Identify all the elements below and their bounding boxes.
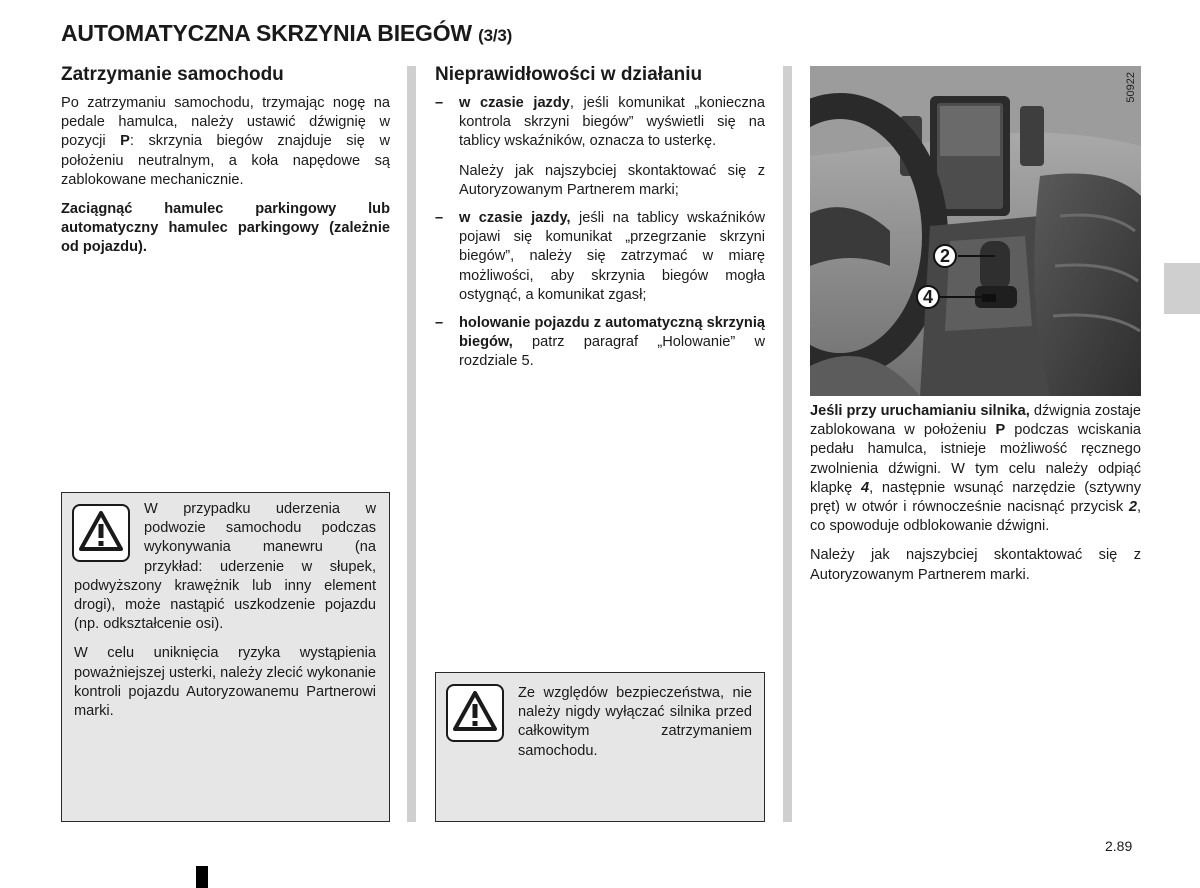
page-title: AUTOMATYCZNA SKRZYNIA BIEGÓW (3/3) xyxy=(61,20,513,46)
list-item: – holowanie pojazdu z automatyczną skrzynią biegów, patrz paragraf „Holowanie” w rozdziale 5. xyxy=(435,315,765,370)
warning-engine-off-text: Ze względów bezpieczeństwa, nie należy nigdy wyłączać silnika przed całkowitym zatrzymaniem samochodu. xyxy=(518,685,752,759)
page-number: 2.89 xyxy=(1105,838,1133,854)
page-title-suffix: (3/3) xyxy=(478,26,513,45)
column-divider-right xyxy=(783,66,792,822)
middle-column-text xyxy=(435,94,765,381)
warning-underbody-advice: W celu uniknięcia ryzyka wystąpienia poważniejszej usterki, należy zlecić wykonanie kontroli pojazdu Autoryzowanemu Partnerowi marki. xyxy=(74,645,376,720)
parking-brake-instruction: Zaciągnąć hamulec parkingowy lub automatyczny hamulec parkingowy (zależnie od pojazdu). xyxy=(61,201,390,256)
left-column-text xyxy=(61,94,390,268)
warning-box-engine-off xyxy=(435,672,765,822)
warning-underbody-text: W przypadku uderzenia w podwozie samochodu podczas wykonywania manewru (na przykład: uderzenie w słupek, podwyższony krawężnik lub inny element drogi), może nastąpić uszkodzenie pojazdu (np. odkształcenie osi). xyxy=(74,501,376,633)
gear-lever-illustration xyxy=(810,66,1141,396)
list-item: – w czasie jazdy, jeśli komunikat „konieczna kontrola skrzyni biegów” wyświetli się na tablicy wskaźników, oznacza to usterkę. Należy jak najszybciej skontaktować się z Autoryzowanym Partnerem marki; xyxy=(435,95,765,198)
section-heading-stopping: Zatrzymanie samochodu xyxy=(61,64,284,85)
column-divider-left xyxy=(407,66,416,822)
photo-reference-number: 50922 xyxy=(1125,72,1137,103)
warning-triangle-icon xyxy=(446,684,504,742)
callout-4: 4 xyxy=(916,285,940,309)
list-item: – w czasie jazdy, jeśli na tablicy wskaźników pojawi się komunikat „przegrzanie skrzyni biegów”, należy się zatrzymać w miarę możliwości, aby skrzynia biegów mogła ostygnąć, a komunikat zgasł; xyxy=(435,210,765,303)
stopping-paragraph: Po zatrzymaniu samochodu, trzymając nogę na pedale hamulca, należy ustawić dźwignię w pozycji P: skrzynia biegów znajduje się w położeniu neutralnym, a koła napędowe są zablokowane mechanicznie. xyxy=(61,95,390,188)
warning-box-underbody xyxy=(61,492,390,822)
section-heading-malfunctions: Nieprawidłowości w działaniu xyxy=(435,64,703,85)
crop-mark xyxy=(196,866,208,888)
callout-2: 2 xyxy=(933,244,957,268)
contact-partner-paragraph: Należy jak najszybciej skontaktować się z Autoryzowanym Partnerem marki. xyxy=(810,547,1141,583)
manual-release-paragraph: Jeśli przy uruchamianiu silnika, dźwignia zostaje zablokowana w położeniu P podczas wciskania pedału hamulca, istnieje możliwość ręcznego zwolnienia dźwigni. W tym celu należy odpiąć klapkę 4, następnie wsunąć narzędzie (sztywny pręt) w otwór i równocześnie nacisnąć przycisk 2, co spowoduje odblokowanie dźwigni. xyxy=(810,403,1141,535)
right-column-text xyxy=(810,402,1141,595)
chapter-tab-marker xyxy=(1164,263,1200,314)
